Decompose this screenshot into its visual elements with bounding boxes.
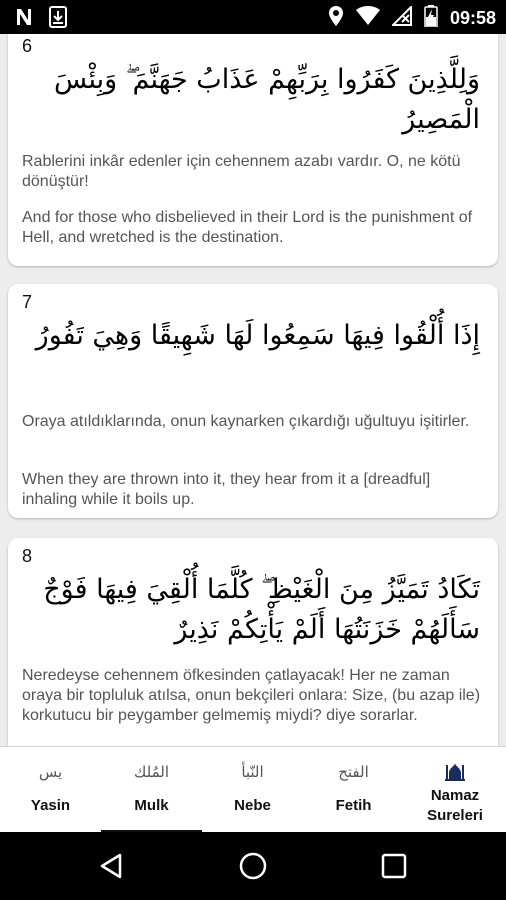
tab-mulk[interactable]: [101, 747, 202, 833]
tab-label: Yasin: [30, 797, 71, 814]
location-icon: [328, 5, 344, 31]
tab-arabic-title: المُلك: [133, 763, 170, 781]
no-signal-icon: [392, 6, 412, 30]
verse-number: 7: [22, 292, 33, 312]
clock: 09:58: [449, 7, 496, 28]
verse-turkish: Neredeyse cehennem öfkesinden çatlayacak! Her ne zaman oraya bir topluluk atılsa, onun bekçileri onlara: Size, (bu azap ile) korkutucu bir peygamber gelmemiş miydi? diye sorarlar.: [22, 667, 481, 724]
home-icon[interactable]: [238, 851, 268, 885]
tab-arabic-title: النّبأ: [241, 763, 264, 781]
back-icon[interactable]: [98, 852, 126, 884]
wifi-icon: [356, 6, 380, 30]
bottom-tab-bar: [0, 746, 506, 833]
tab-nebe[interactable]: [202, 747, 303, 833]
verse-number: 8: [22, 546, 33, 566]
notification-n-icon: [14, 7, 34, 31]
download-icon: [48, 6, 68, 32]
tab-label: Fetih: [335, 797, 372, 814]
verse-arabic: وَلِلَّذِينَ كَفَرُوا بِرَبِّهِمْ عَذَابُ جَهَنَّمَ ۖ وَبِئْسَ الْمَصِيرُ: [54, 64, 480, 135]
system-navigation-bar: [0, 832, 506, 900]
tab-label: Namaz: [430, 787, 480, 804]
verse-arabic: تَكَادُ تَمَيَّزُ مِنَ الْغَيْظِ ۖ كُلَّمَا أُلْقِيَ فِيهَا فَوْجٌ سَأَلَهُمْ خَزَنَتُهَا أَلَمْ يَأْتِكُمْ نَذِيرٌ: [43, 574, 480, 645]
verse-turkish: Oraya atıldıklarında, onun kaynarken çıkardığı uğultuyu işitirler.: [22, 413, 470, 430]
verse-english: And for those who disbelieved in their Lord is the punishment of Hell, and wretched is the destination.: [22, 209, 473, 246]
verse-list[interactable]: [0, 34, 506, 746]
tab-arabic-title: الفتح: [338, 763, 369, 781]
tab-label: Mulk: [134, 797, 169, 814]
status-bar: [0, 0, 506, 34]
tab-yasin[interactable]: [0, 747, 101, 833]
mosque-icon: [444, 759, 466, 785]
battery-charging-icon: [424, 5, 438, 31]
recents-icon[interactable]: [381, 853, 407, 883]
tab-label: Nebe: [234, 797, 271, 814]
verse-card[interactable]: [8, 538, 498, 746]
tab-namaz-sureleri[interactable]: [404, 747, 506, 833]
verse-turkish: Rablerini inkâr edenler için cehennem azabı vardır. O, ne kötü dönüştür!: [22, 153, 461, 190]
verse-card[interactable]: [8, 284, 498, 518]
verse-card[interactable]: [8, 34, 498, 266]
tab-arabic-title: يس: [38, 763, 63, 781]
tab-label: Sureleri: [427, 807, 483, 824]
verse-arabic: إِذَا أُلْقُوا فِيهَا سَمِعُوا لَهَا شَهِيقًا وَهِيَ تَفُورُ: [35, 320, 480, 351]
verse-number: 6: [22, 36, 33, 56]
verse-english: When they are thrown into it, they hear from it a [dreadful] inhaling while it boils up.: [22, 471, 431, 508]
tab-fetih[interactable]: [303, 747, 404, 833]
